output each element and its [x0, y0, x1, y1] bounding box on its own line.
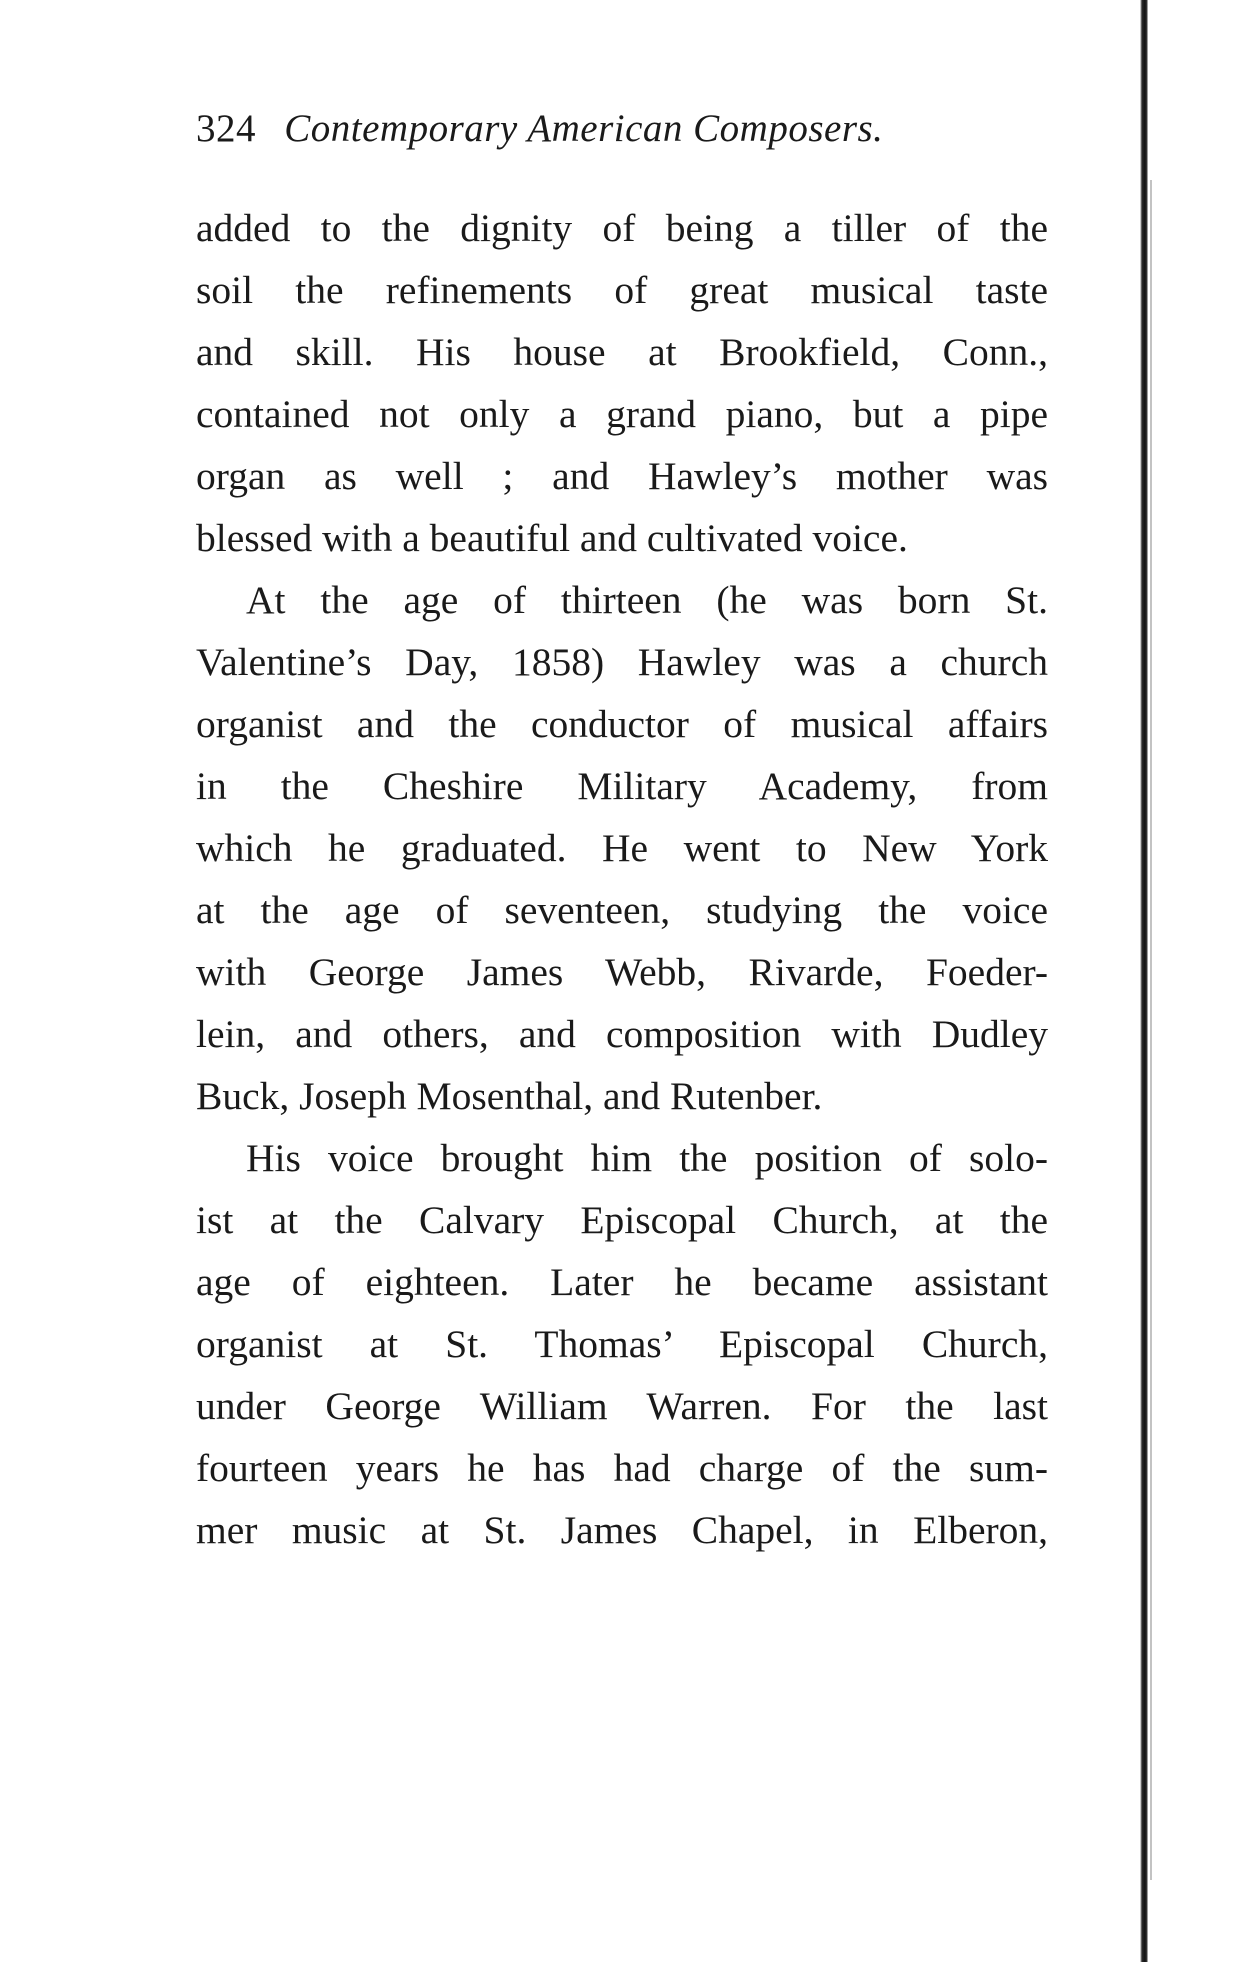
text-line: added to the dignity of being a tiller of the	[196, 206, 1048, 250]
body-text	[196, 197, 1048, 1561]
text-line: organ as well ; and Hawley’s mother was	[196, 454, 1048, 498]
text-line: in the Cheshire Military Academy, from	[196, 764, 1048, 808]
text-line: lein, and others, and composition with Dudley	[196, 1012, 1048, 1056]
paragraph-first-line: At the age of thirteen (he was born St.	[246, 578, 1048, 622]
text-line: under George William Warren. For the last	[196, 1384, 1048, 1428]
binding-edge-shadow	[1150, 180, 1152, 1880]
text-line: which he graduated. He went to New York	[196, 826, 1048, 870]
text-line: soil the refinements of great musical taste	[196, 268, 1048, 312]
text-line: mer music at St. James Chapel, in Elberon,	[196, 1508, 1048, 1552]
text-line: blessed with a beautiful and cultivated voice.	[196, 516, 908, 560]
running-head	[196, 104, 883, 154]
text-line: at the age of seventeen, studying the voice	[196, 888, 1048, 932]
paragraph-first-line: His voice brought him the position of solo-	[246, 1136, 1048, 1180]
text-line: contained not only a grand piano, but a pipe	[196, 392, 1048, 436]
text-line: age of eighteen. Later he became assistant	[196, 1260, 1048, 1304]
running-title: Contemporary American Composers.	[284, 107, 884, 150]
text-line: organist at St. Thomas’ Episcopal Church,	[196, 1322, 1048, 1366]
page-number: 324	[196, 107, 256, 150]
text-line: and skill. His house at Brookfield, Conn.,	[196, 330, 1048, 374]
text-line: fourteen years he has had charge of the sum-	[196, 1446, 1048, 1490]
text-line: organist and the conductor of musical affairs	[196, 702, 1048, 746]
text-line: ist at the Calvary Episcopal Church, at the	[196, 1198, 1048, 1242]
text-line: Buck, Joseph Mosenthal, and Rutenber.	[196, 1074, 823, 1118]
text-line: with George James Webb, Rivarde, Foeder-	[196, 950, 1048, 994]
binding-edge-line	[1140, 0, 1148, 1962]
text-line: Valentine’s Day, 1858) Hawley was a church	[196, 640, 1048, 684]
